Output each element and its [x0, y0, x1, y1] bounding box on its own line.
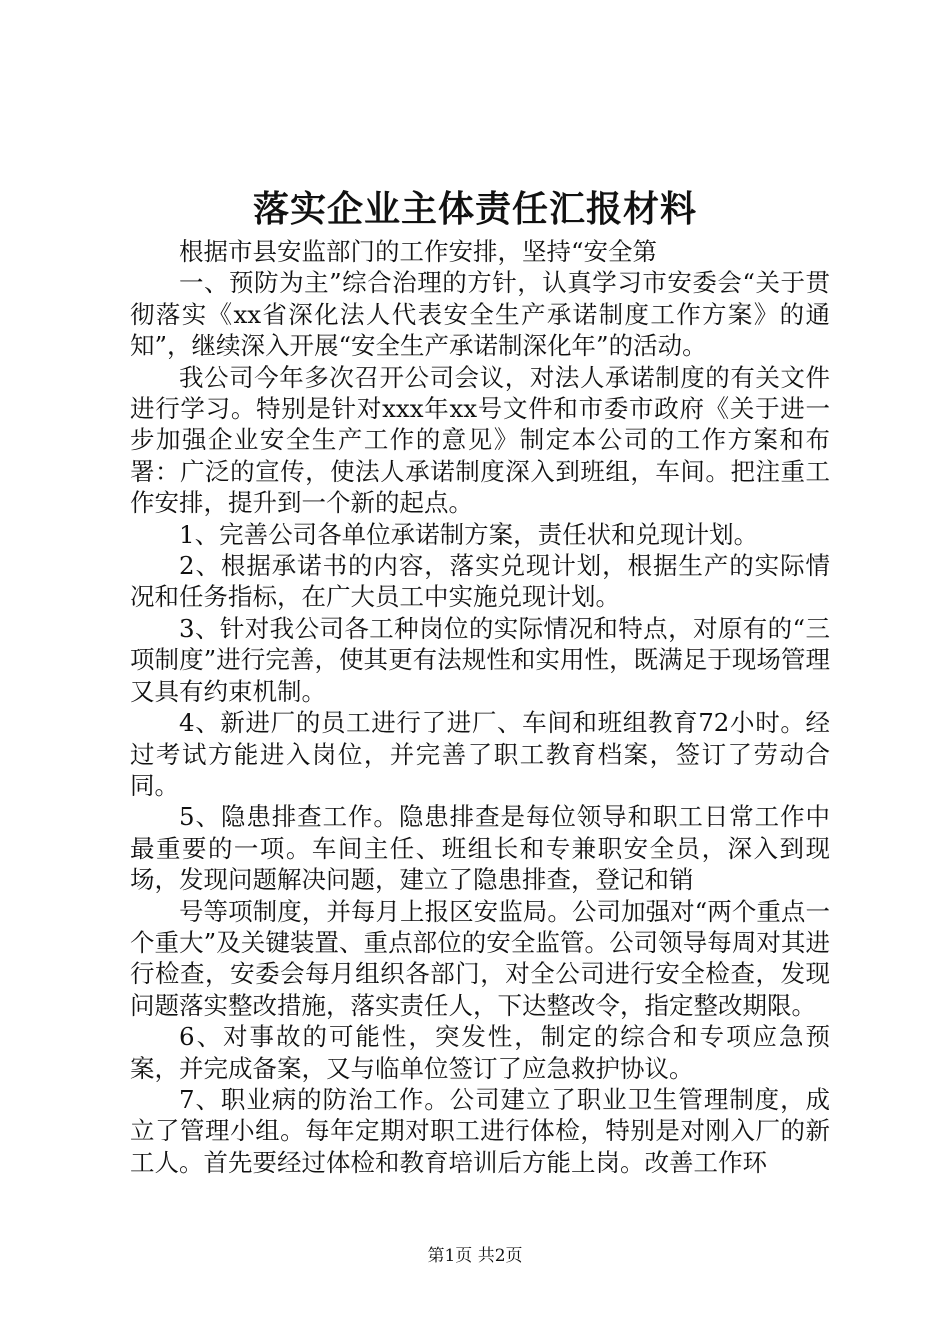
- page-number-footer: 第1页 共2页: [427, 1246, 523, 1266]
- paragraph-2: 一、预防为主”综合治理的方针，认真学习市安委会“关于贯彻落实《xx省深化法人代表安全生产承诺制度工作方案》的通知”，继续深入开展“安全生产承诺制深化年”的活动。: [130, 268, 830, 361]
- paragraph-7: 4、新进厂的员工进行了进厂、车间和班组教育72小时。经过考试方能进入岗位，并完善了职工教育档案，签订了劳动合同。: [130, 708, 830, 800]
- paragraph-9: 号等项制度，并每月上报区安监局。公司加强对“两个重点一个重大”及关键装置、重点部位的安全监管。公司领导每周对其进行检查，安委会每月组织各部门，对全公司进行安全检查，发现问题落实整改措施，落实责任人，下达整改令，指定整改期限。: [130, 896, 830, 1020]
- paragraph-1: 根据市县安监部门的工作安排，坚持“安全第: [179, 237, 658, 266]
- paragraph-3: 我公司今年多次召开公司会议，对法人承诺制度的有关文件进行学习。特别是针对xxx年xx号文件和市委市政府《关于进一步加强企业安全生产工作的意见》制定本公司的工作方案和布署：广泛的宣传，使法人承诺制度深入到班组，车间。把注重工作安排，提升到一个新的起点。: [130, 362, 830, 518]
- paragraph-5: 2、根据承诺书的内容，落实兑现计划，根据生产的实际情况和任务指标，在广大员工中实施兑现计划。: [130, 551, 830, 612]
- paragraph-10: 6、对事故的可能性，突发性，制定的综合和专项应急预案，并完成备案，又与临单位签订了应急救护协议。: [130, 1022, 830, 1083]
- paragraph-6: 3、针对我公司各工种岗位的实际情况和特点，对原有的“三项制度”进行完善，使其更有法规性和实用性，既满足于现场管理又具有约束机制。: [130, 613, 830, 706]
- paragraph-4: 1、完善公司各单位承诺制方案，责任状和兑现计划。: [179, 519, 759, 549]
- document-title: 落实企业主体责任汇报材料: [252, 188, 697, 230]
- paragraph-11: 7、职业病的防治工作。公司建立了职业卫生管理制度，成立了管理小组。每年定期对职工进行体检，特别是对刚入厂的新工人。首先要经过体检和教育培训后方能上岗。改善工作环: [130, 1084, 830, 1177]
- document-body: [130, 236, 830, 1178]
- paragraph-8: 5、隐患排查工作。隐患排查是每位领导和职工日常工作中最重要的一项。车间主任、班组长和专兼职安全员，深入到现场，发现问题解决问题，建立了隐患排查，登记和销: [130, 802, 830, 895]
